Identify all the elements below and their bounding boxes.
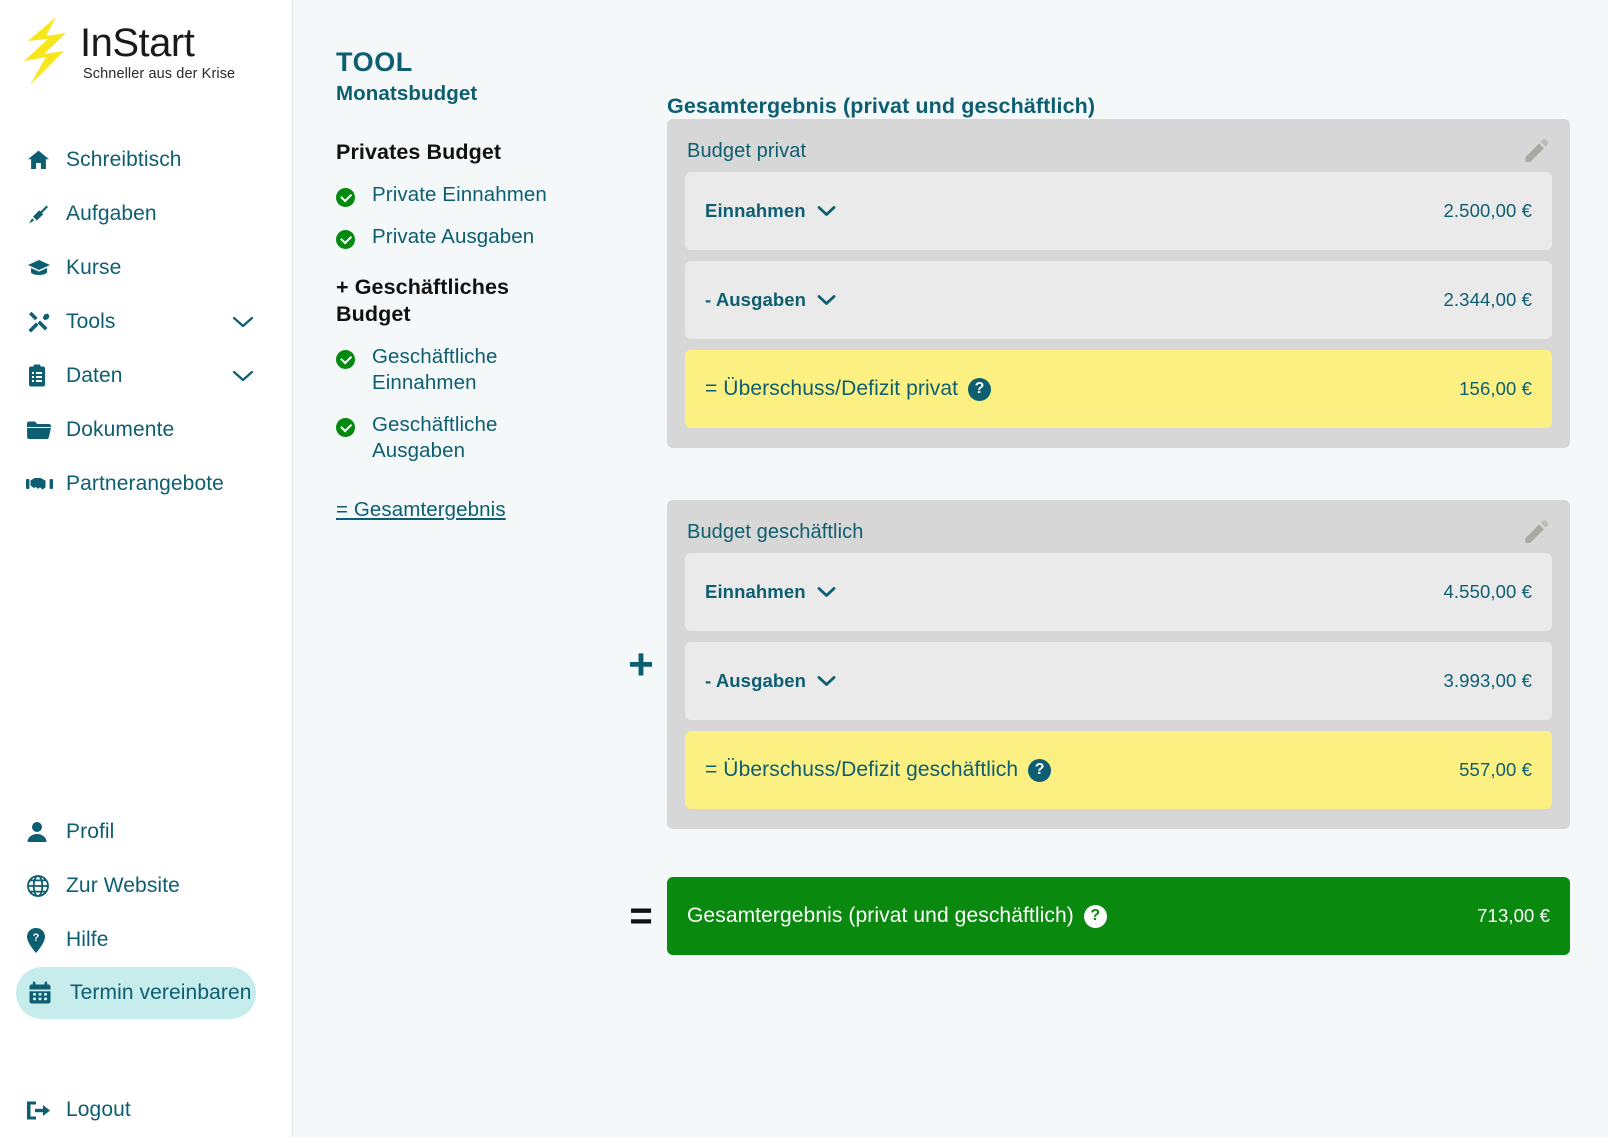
tool-kicker: TOOL bbox=[336, 47, 413, 77]
sidebar-item-aufgaben[interactable] bbox=[0, 187, 292, 241]
total-result-row bbox=[615, 877, 1570, 955]
tool-name: Monatsbudget bbox=[336, 82, 478, 105]
chevron-down-icon[interactable] bbox=[232, 315, 254, 329]
handshake-icon bbox=[26, 471, 56, 497]
total-amount: 713,00 € bbox=[1477, 905, 1550, 926]
tool-link-gesamtergebnis[interactable]: = Gesamtergebnis bbox=[336, 498, 506, 521]
sidebar-item-daten[interactable] bbox=[0, 349, 292, 403]
tool-link-label: Private Einnahmen bbox=[372, 183, 547, 206]
business-einnahmen-row[interactable] bbox=[685, 553, 1552, 631]
total-label bbox=[687, 904, 1107, 928]
globe-icon bbox=[26, 873, 56, 899]
secondary-navigation bbox=[0, 805, 292, 1137]
sidebar-item-tools[interactable] bbox=[0, 295, 292, 349]
row-label-text: Einnahmen bbox=[705, 200, 806, 221]
tool-link-geschaeftliche-ausgaben[interactable] bbox=[336, 412, 615, 464]
tool-link-label: Private Ausgaben bbox=[372, 225, 535, 248]
tool-link-label: Geschäftliche Ausgaben bbox=[372, 413, 498, 462]
help-icon[interactable]: ? bbox=[1028, 759, 1051, 782]
sidebar-item-zur-website[interactable] bbox=[0, 859, 292, 913]
main-panel bbox=[293, 0, 1608, 1137]
tools-icon bbox=[26, 309, 56, 335]
sidebar bbox=[0, 0, 293, 1137]
chevron-down-icon[interactable] bbox=[817, 205, 836, 217]
sidebar-item-hilfe[interactable] bbox=[0, 913, 292, 967]
sidebar-label: Termin vereinbaren bbox=[70, 981, 252, 1004]
result-label-text: = Überschuss/Defizit privat bbox=[705, 377, 959, 400]
row-label-text: - Ausgaben bbox=[705, 289, 807, 310]
sidebar-label: Logout bbox=[66, 1098, 131, 1121]
row-label bbox=[705, 670, 836, 692]
main-navigation bbox=[0, 133, 292, 511]
total-result-bar bbox=[667, 877, 1570, 955]
sidebar-item-dokumente[interactable] bbox=[0, 403, 292, 457]
business-ausgaben-row[interactable] bbox=[685, 642, 1552, 720]
result-label bbox=[705, 758, 1051, 782]
tool-link-geschaeftliche-einnahmen[interactable] bbox=[336, 344, 615, 396]
row-amount: 4.550,00 € bbox=[1443, 581, 1532, 602]
check-circle-icon bbox=[336, 418, 355, 437]
instart-lightning-logo-icon bbox=[18, 15, 74, 89]
budget-column bbox=[615, 46, 1608, 1137]
private-einnahmen-row[interactable] bbox=[685, 172, 1552, 250]
chevron-down-icon[interactable] bbox=[232, 369, 254, 383]
row-label bbox=[705, 289, 836, 311]
termin-vereinbaren-button[interactable] bbox=[16, 967, 256, 1019]
business-budget-card bbox=[667, 500, 1570, 829]
help-icon[interactable]: ? bbox=[968, 378, 991, 401]
logout-icon bbox=[26, 1097, 56, 1123]
sidebar-label: Dokumente bbox=[66, 418, 175, 441]
brand-tagline: Schneller aus der Krise bbox=[83, 66, 236, 82]
row-label-text: Einnahmen bbox=[705, 581, 806, 602]
check-circle-icon bbox=[336, 188, 355, 207]
check-circle-icon bbox=[336, 350, 355, 369]
chevron-down-icon[interactable] bbox=[817, 586, 836, 598]
sidebar-item-profil[interactable] bbox=[0, 805, 292, 859]
sidebar-item-partnerangebote[interactable] bbox=[0, 457, 292, 511]
home-icon bbox=[26, 147, 56, 173]
user-icon bbox=[26, 819, 56, 845]
highlighter-icon bbox=[26, 201, 56, 227]
sidebar-label: Aufgaben bbox=[66, 202, 157, 225]
calendar-icon bbox=[28, 980, 58, 1006]
row-label bbox=[705, 200, 836, 222]
tool-link-private-einnahmen[interactable] bbox=[336, 182, 615, 208]
row-label bbox=[705, 581, 836, 603]
result-label bbox=[705, 377, 991, 401]
sidebar-label: Daten bbox=[66, 364, 123, 387]
operator-equals: = bbox=[629, 893, 653, 938]
row-label-text: - Ausgaben bbox=[705, 670, 807, 691]
sidebar-label: Profil bbox=[66, 820, 115, 843]
pencil-icon[interactable] bbox=[1522, 518, 1550, 551]
result-amount: 557,00 € bbox=[1459, 759, 1532, 780]
sidebar-label: Tools bbox=[66, 310, 116, 333]
row-amount: 3.993,00 € bbox=[1443, 670, 1532, 691]
graduation-cap-icon bbox=[26, 255, 56, 281]
private-budget-row bbox=[615, 119, 1570, 448]
private-budget-group-title: Privates Budget bbox=[336, 140, 502, 164]
logout-button[interactable] bbox=[0, 1083, 292, 1137]
row-amount: 2.500,00 € bbox=[1443, 200, 1532, 221]
chevron-down-icon[interactable] bbox=[817, 675, 836, 687]
check-circle-icon bbox=[336, 230, 355, 249]
card-title: Budget privat bbox=[687, 140, 807, 162]
sidebar-label: Zur Website bbox=[66, 874, 180, 897]
page-title: Gesamtergebnis (privat und geschäftlich) bbox=[667, 94, 1096, 118]
help-icon[interactable]: ? bbox=[1084, 905, 1107, 928]
row-amount: 2.344,00 € bbox=[1443, 289, 1532, 310]
card-gap bbox=[615, 448, 1570, 500]
tool-link-label: Geschäftliche Einnahmen bbox=[372, 345, 498, 394]
private-result-row bbox=[685, 350, 1552, 428]
sidebar-label: Hilfe bbox=[66, 928, 109, 951]
result-amount: 156,00 € bbox=[1459, 378, 1532, 399]
sidebar-item-schreibtisch[interactable] bbox=[0, 133, 292, 187]
clipboard-icon bbox=[26, 363, 56, 389]
sidebar-label: Schreibtisch bbox=[66, 148, 182, 171]
pencil-icon[interactable] bbox=[1522, 137, 1550, 170]
total-label-text: Gesamtergebnis (privat und geschäftlich) bbox=[687, 904, 1074, 927]
spacer bbox=[0, 1019, 292, 1083]
brand-logo[interactable] bbox=[0, 0, 292, 96]
sidebar-label: Partnerangebote bbox=[66, 472, 224, 495]
help-pin-icon bbox=[26, 927, 56, 953]
sidebar-item-kurse[interactable] bbox=[0, 241, 292, 295]
business-budget-group-title: + Geschäftliches Budget bbox=[336, 275, 510, 326]
business-budget-row bbox=[615, 500, 1570, 829]
private-ausgaben-row[interactable] bbox=[685, 261, 1552, 339]
chevron-down-icon[interactable] bbox=[817, 294, 836, 306]
operator-plus: + bbox=[628, 639, 654, 689]
tool-navigation-column bbox=[293, 46, 615, 1137]
brand-name: InStart bbox=[80, 21, 195, 65]
card-title: Budget geschäftlich bbox=[687, 521, 864, 543]
business-result-row bbox=[685, 731, 1552, 809]
sidebar-label: Kurse bbox=[66, 256, 122, 279]
svg-text:?: ? bbox=[32, 931, 40, 944]
folder-icon bbox=[26, 417, 56, 443]
tool-link-private-ausgaben[interactable] bbox=[336, 224, 615, 250]
result-label-text: = Überschuss/Defizit geschäftlich bbox=[705, 758, 1019, 781]
private-budget-card bbox=[667, 119, 1570, 448]
